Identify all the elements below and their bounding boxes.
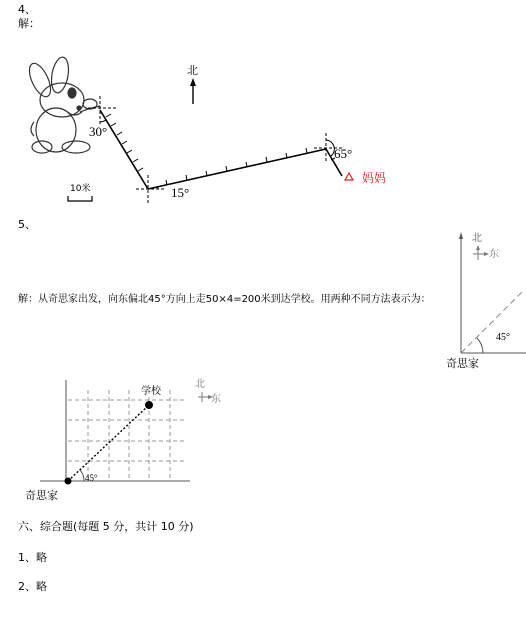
section-6-title: 六、综合题(每题 5 分，共计 10 分)	[18, 520, 194, 533]
q5-d2-north-label: 北	[195, 379, 205, 390]
q4-destination-label: 妈妈	[362, 171, 387, 185]
section-6-item: 2、略	[18, 580, 47, 593]
q5-d2-school-label: 学校	[141, 386, 161, 397]
q4-north-label: 北	[187, 64, 198, 77]
q4-angle-turn: 15°	[171, 185, 190, 200]
q5-d1-north-label: 北	[472, 233, 482, 244]
section-6-item: 1、略	[18, 551, 47, 564]
q5-d1-east-label: 东	[489, 249, 499, 260]
q5-d2-home-label: 奇思家	[25, 489, 58, 502]
q5-d1-angle-label: 45°	[496, 332, 510, 343]
q4-angle-end: 65°	[334, 146, 353, 161]
question-5-number: 5、	[18, 218, 36, 231]
q4-angle-start: 30°	[89, 124, 108, 139]
q4-scale-label: 10米	[70, 184, 91, 194]
question-5-answer-text: 解：从奇思家出发，向东偏北45°方向上走50×4=200米到达学校。用两种不同方法表示为：	[18, 294, 431, 305]
question-4-number: 4、	[18, 3, 36, 16]
q5-d2-angle-label: 45°	[85, 473, 98, 483]
q5-d2-east-label: 东	[211, 394, 221, 405]
q5-d1-home-label: 奇思家	[446, 357, 479, 370]
question-4-answer-label: 解：	[18, 17, 40, 30]
